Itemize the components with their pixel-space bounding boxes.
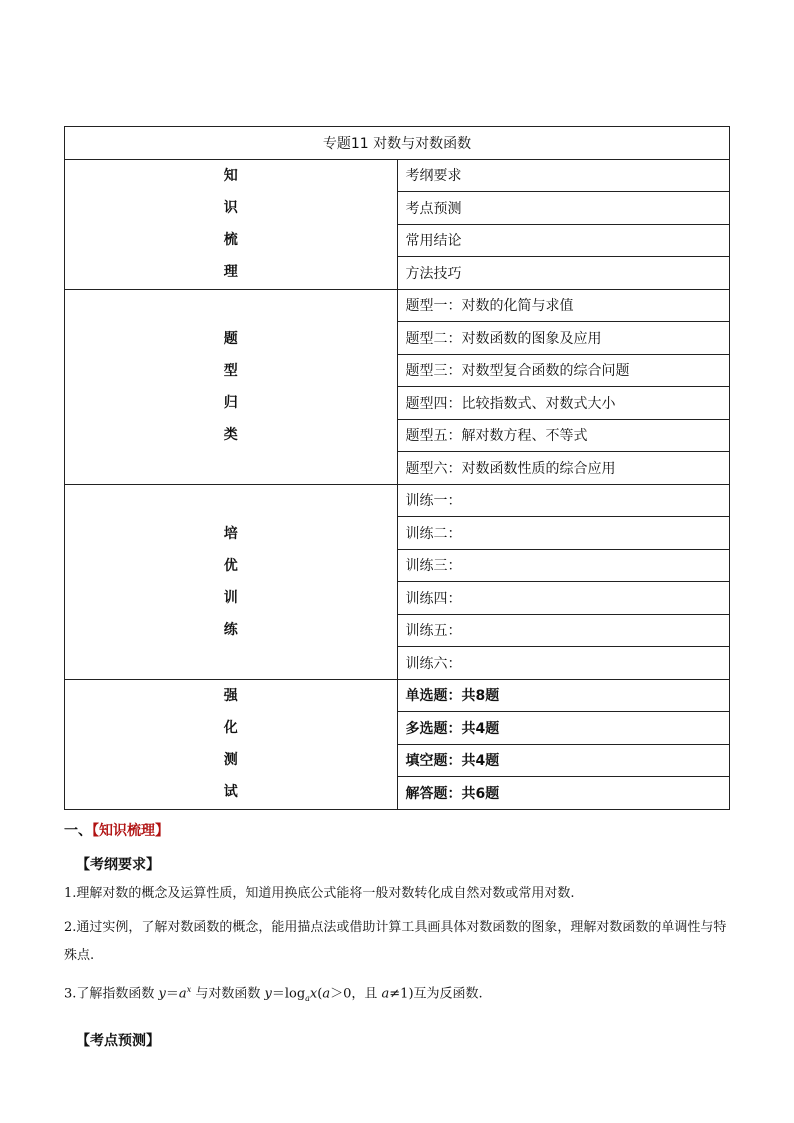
math-a: a [322, 985, 331, 1001]
side-char: 题 [223, 330, 238, 347]
table-title: 专题11 对数与对数函数 [65, 127, 730, 160]
side-char: 理 [223, 264, 238, 280]
section-title: 【知识梳理】 [92, 822, 169, 839]
table-item: 训练四： [397, 582, 730, 615]
table-item: 解答题：共6题 [397, 777, 730, 810]
side-char: 类 [223, 426, 238, 443]
table-row [65, 484, 730, 517]
outline-table [64, 126, 730, 810]
group-side-label [65, 159, 398, 289]
table-item: 训练一： [397, 484, 730, 517]
table-item: 考点预测 [397, 192, 730, 225]
p3-text-e: ≠1)互为反函数. [389, 985, 483, 1001]
table-item: 训练三： [397, 549, 730, 582]
group-side-label [65, 289, 398, 484]
kaogang-p1: 1.理解对数的概念及运算性质，知道用换底公式能将一般对数转化成自然对数或常用对数. [64, 885, 575, 901]
side-char: 训 [223, 589, 238, 606]
section-heading [64, 820, 730, 840]
table-item: 多选题：共4题 [397, 712, 730, 745]
side-char: 培 [223, 525, 238, 542]
table-item: 题型一：对数的化简与求值 [397, 289, 730, 322]
p3-text-a: 3.了解指数函数 [64, 985, 159, 1001]
p3-log: ＝log [271, 985, 306, 1001]
math-x: x [309, 985, 318, 1001]
kaogang-p2: 2.通过实例，了解对数函数的概念，能用描点法或借助计算工具画具体对数函数的图象，理解对数函数的单调性与特殊点. [64, 919, 727, 963]
math-x-sup: x [186, 984, 192, 994]
side-char: 知 [223, 168, 238, 184]
math-a: a [178, 985, 187, 1001]
group-side-label [65, 484, 398, 679]
table-item: 训练五： [397, 614, 730, 647]
side-char: 识 [223, 200, 238, 216]
table-item: 常用结论 [397, 224, 730, 257]
table-row [65, 679, 730, 712]
table-item: 题型五：解对数方程、不等式 [397, 419, 730, 452]
p3-eq: ＝ [165, 985, 179, 1001]
table-item: 填空题：共4题 [397, 744, 730, 777]
page [64, 126, 730, 1050]
kaodian-heading: 【考点预测】 [76, 1033, 160, 1050]
math-y: y [264, 985, 272, 1001]
table-item: 题型四：比较指数式、对数式大小 [397, 387, 730, 420]
kaogang-p3 [64, 976, 730, 1013]
side-char: 试 [223, 784, 238, 800]
table-item: 题型三：对数型复合函数的综合问题 [397, 354, 730, 387]
p3-text-b: 与对数函数 [191, 985, 265, 1001]
side-char: 测 [223, 752, 238, 768]
side-char: 化 [223, 720, 238, 736]
group-side-label [65, 679, 398, 809]
section-prefix: 一、 [64, 822, 92, 839]
math-a: a [381, 985, 390, 1001]
math-y: y [158, 985, 166, 1001]
side-char: 型 [223, 362, 238, 379]
side-char: 归 [223, 394, 238, 411]
table-item: 考纲要求 [397, 159, 730, 192]
table-row [65, 289, 730, 322]
table-item: 训练六： [397, 647, 730, 680]
math-a-sub: a [305, 993, 310, 1003]
p3-paren: ( [317, 985, 323, 1001]
kaogang-heading: 【考纲要求】 [76, 856, 160, 873]
table-item: 题型二：对数函数的图象及应用 [397, 322, 730, 355]
table-item: 训练二： [397, 517, 730, 550]
table-item: 方法技巧 [397, 257, 730, 290]
table-title-row [65, 127, 730, 160]
table-row [65, 159, 730, 192]
side-char: 梳 [223, 232, 238, 248]
p3-text-d: ＞0，且 [330, 985, 382, 1001]
side-char: 练 [223, 621, 238, 638]
table-item: 单选题：共8题 [397, 679, 730, 712]
side-char: 强 [223, 688, 238, 704]
table-item: 题型六：对数函数性质的综合应用 [397, 452, 730, 485]
side-char: 优 [223, 557, 238, 574]
